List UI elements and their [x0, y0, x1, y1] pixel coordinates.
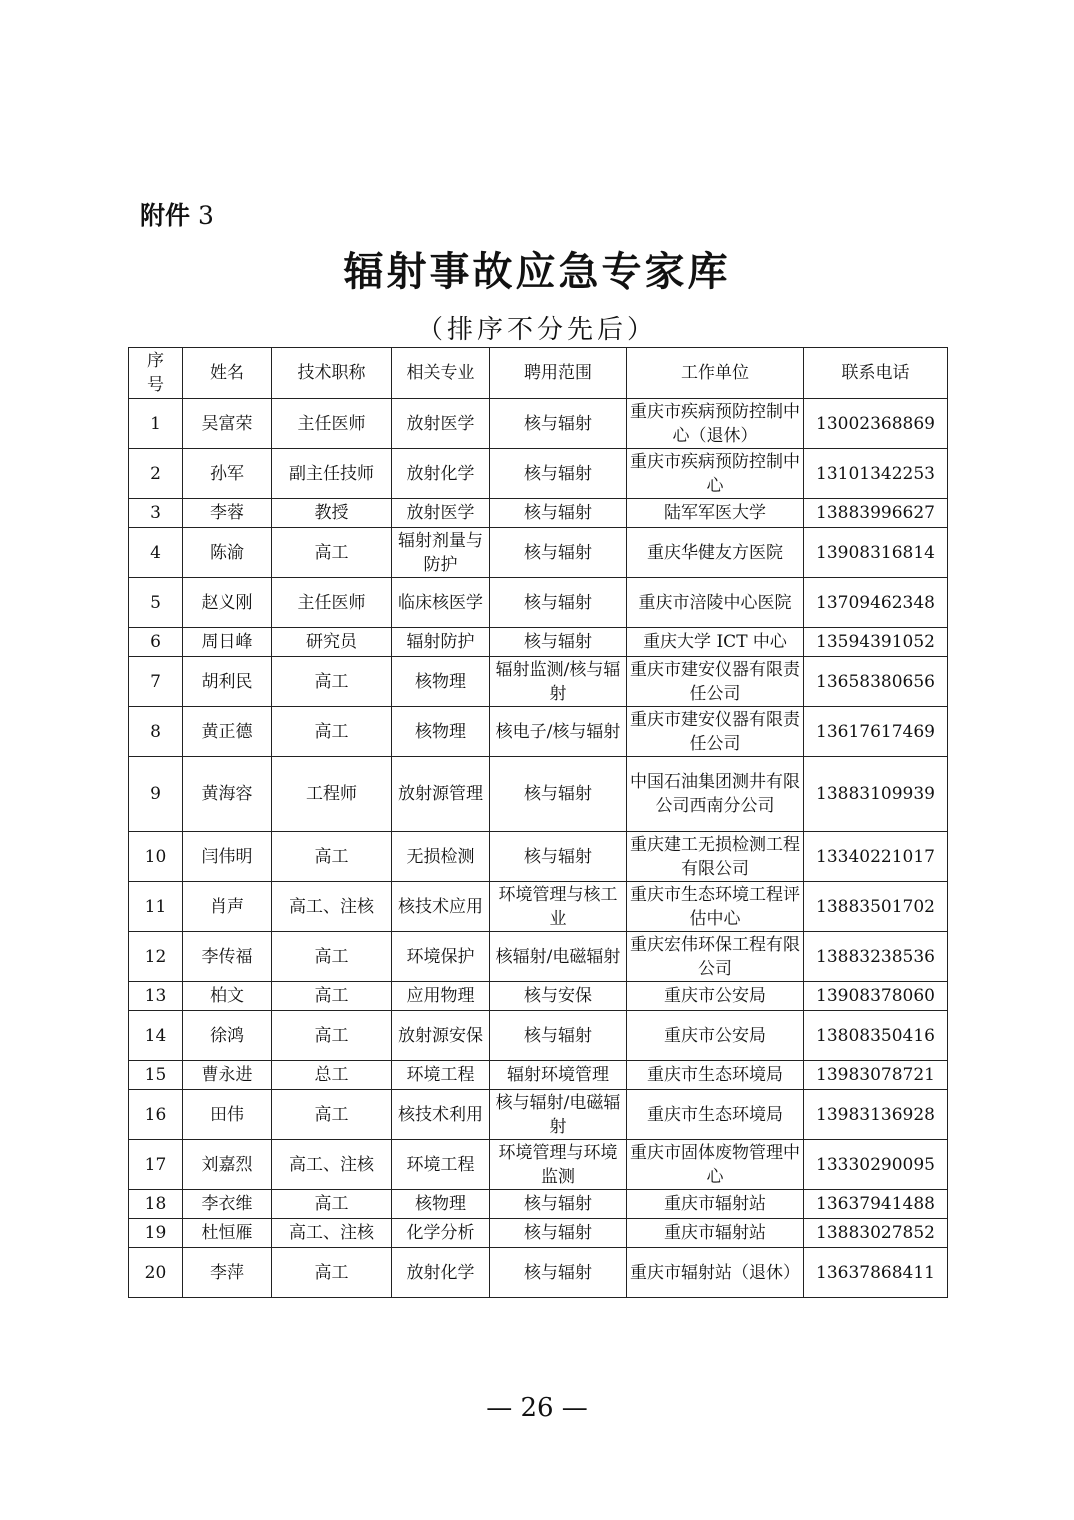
cell-phone: 13883996627 [804, 499, 948, 528]
cell-major: 无损检测 [392, 832, 490, 882]
cell-title: 研究员 [272, 628, 392, 657]
cell-name: 李蓉 [183, 499, 272, 528]
cell-name: 吴富荣 [183, 399, 272, 449]
cell-name: 李萍 [183, 1248, 272, 1298]
cell-major: 环境工程 [392, 1140, 490, 1190]
table-row [129, 707, 948, 757]
cell-scope: 核与辐射 [490, 628, 627, 657]
cell-index: 8 [129, 707, 183, 757]
cell-index: 3 [129, 499, 183, 528]
table-row [129, 449, 948, 499]
cell-phone: 13594391052 [804, 628, 948, 657]
cell-major: 环境工程 [392, 1061, 490, 1090]
cell-title: 教授 [272, 499, 392, 528]
cell-employer: 重庆市疾病预防控制中心（退休） [627, 399, 804, 449]
cell-index: 5 [129, 578, 183, 628]
cell-employer: 重庆市涪陵中心医院 [627, 578, 804, 628]
table-row [129, 832, 948, 882]
cell-major: 辐射剂量与防护 [392, 528, 490, 578]
cell-index: 18 [129, 1190, 183, 1219]
table-row [129, 1219, 948, 1248]
cell-title: 高工、注核 [272, 1140, 392, 1190]
cell-name: 黄正德 [183, 707, 272, 757]
cell-employer: 重庆市生态环境局 [627, 1061, 804, 1090]
cell-phone: 13330290095 [804, 1140, 948, 1190]
cell-employer: 重庆市疾病预防控制中心 [627, 449, 804, 499]
cell-index: 2 [129, 449, 183, 499]
cell-title: 主任医师 [272, 578, 392, 628]
table-row [129, 1190, 948, 1219]
cell-title: 副主任技师 [272, 449, 392, 499]
cell-scope: 环境管理与核工业 [490, 882, 627, 932]
cell-scope: 核与辐射 [490, 832, 627, 882]
cell-name: 陈渝 [183, 528, 272, 578]
cell-major: 放射源管理 [392, 757, 490, 832]
table-row [129, 982, 948, 1011]
cell-index: 7 [129, 657, 183, 707]
table-row [129, 757, 948, 832]
cell-name: 田伟 [183, 1090, 272, 1140]
cell-title: 高工 [272, 832, 392, 882]
table-row [129, 1011, 948, 1061]
cell-index: 13 [129, 982, 183, 1011]
cell-title: 高工 [272, 1190, 392, 1219]
cell-employer: 重庆市辐射站 [627, 1190, 804, 1219]
expert-table [128, 347, 948, 1298]
page-subtitle: （排序不分先后） [416, 315, 657, 345]
table-row [129, 528, 948, 578]
cell-scope: 核与辐射 [490, 1190, 627, 1219]
cell-major: 放射医学 [392, 499, 490, 528]
cell-phone: 13883238536 [804, 932, 948, 982]
cell-index: 15 [129, 1061, 183, 1090]
cell-name: 孙军 [183, 449, 272, 499]
cell-title: 主任医师 [272, 399, 392, 449]
attachment-number: 3 [197, 201, 214, 230]
cell-index: 20 [129, 1248, 183, 1298]
cell-title: 高工、注核 [272, 882, 392, 932]
page-number: — 26 — [486, 1393, 588, 1423]
cell-name: 刘嘉烈 [183, 1140, 272, 1190]
cell-name: 肖声 [183, 882, 272, 932]
cell-title: 高工 [272, 1090, 392, 1140]
cell-phone: 13908378060 [804, 982, 948, 1011]
cell-title: 高工 [272, 1011, 392, 1061]
attachment-label-text: 附件 [140, 201, 191, 230]
cell-major: 临床核医学 [392, 578, 490, 628]
col-header-major: 相关专业 [392, 348, 490, 399]
cell-phone: 13340221017 [804, 832, 948, 882]
cell-major: 辐射防护 [392, 628, 490, 657]
table-row [129, 932, 948, 982]
cell-scope: 核与辐射 [490, 1248, 627, 1298]
cell-major: 环境保护 [392, 932, 490, 982]
col-header-employer: 工作单位 [627, 348, 804, 399]
cell-index: 12 [129, 932, 183, 982]
cell-index: 10 [129, 832, 183, 882]
cell-employer: 陆军军医大学 [627, 499, 804, 528]
cell-major: 放射化学 [392, 1248, 490, 1298]
cell-major: 核物理 [392, 657, 490, 707]
cell-phone: 13983136928 [804, 1090, 948, 1140]
cell-title: 高工 [272, 657, 392, 707]
cell-employer: 重庆市公安局 [627, 982, 804, 1011]
page-title: 辐射事故应急专家库 [343, 248, 731, 295]
cell-title: 工程师 [272, 757, 392, 832]
cell-title: 高工、注核 [272, 1219, 392, 1248]
cell-employer: 重庆建工无损检测工程有限公司 [627, 832, 804, 882]
cell-scope: 核与辐射 [490, 449, 627, 499]
table-row [129, 499, 948, 528]
cell-major: 放射源安保 [392, 1011, 490, 1061]
table-header-row [129, 348, 948, 399]
cell-title: 高工 [272, 707, 392, 757]
cell-scope: 辐射环境管理 [490, 1061, 627, 1090]
cell-name: 曹永进 [183, 1061, 272, 1090]
table-row [129, 1090, 948, 1140]
cell-title: 高工 [272, 1248, 392, 1298]
cell-scope: 辐射监测/核与辐射 [490, 657, 627, 707]
cell-phone: 13617617469 [804, 707, 948, 757]
cell-scope: 核与安保 [490, 982, 627, 1011]
cell-major: 核物理 [392, 707, 490, 757]
cell-employer: 重庆市建安仪器有限责任公司 [627, 707, 804, 757]
cell-scope: 核与辐射/电磁辐射 [490, 1090, 627, 1140]
cell-scope: 核与辐射 [490, 399, 627, 449]
cell-employer: 重庆市固体废物管理中心 [627, 1140, 804, 1190]
cell-name: 徐鸿 [183, 1011, 272, 1061]
cell-major: 核物理 [392, 1190, 490, 1219]
cell-title: 高工 [272, 528, 392, 578]
cell-scope: 核与辐射 [490, 499, 627, 528]
cell-index: 9 [129, 757, 183, 832]
cell-scope: 环境管理与环境监测 [490, 1140, 627, 1190]
cell-name: 闫伟明 [183, 832, 272, 882]
cell-phone: 13709462348 [804, 578, 948, 628]
cell-title: 高工 [272, 932, 392, 982]
cell-scope: 核与辐射 [490, 578, 627, 628]
col-header-title: 技术职称 [272, 348, 392, 399]
cell-phone: 13637868411 [804, 1248, 948, 1298]
cell-title: 总工 [272, 1061, 392, 1090]
cell-major: 应用物理 [392, 982, 490, 1011]
col-header-phone: 联系电话 [804, 348, 948, 399]
cell-name: 李传福 [183, 932, 272, 982]
cell-index: 4 [129, 528, 183, 578]
cell-scope: 核与辐射 [490, 528, 627, 578]
table-body [129, 399, 948, 1298]
cell-employer: 重庆市生态环境工程评估中心 [627, 882, 804, 932]
cell-index: 14 [129, 1011, 183, 1061]
cell-scope: 核电子/核与辐射 [490, 707, 627, 757]
cell-employer: 重庆市公安局 [627, 1011, 804, 1061]
cell-index: 11 [129, 882, 183, 932]
table-row [129, 578, 948, 628]
cell-employer: 重庆宏伟环保工程有限公司 [627, 932, 804, 982]
table-row [129, 399, 948, 449]
table-row [129, 1061, 948, 1090]
cell-phone: 13883109939 [804, 757, 948, 832]
cell-index: 1 [129, 399, 183, 449]
cell-phone: 13101342253 [804, 449, 948, 499]
cell-name: 柏文 [183, 982, 272, 1011]
cell-phone: 13883027852 [804, 1219, 948, 1248]
cell-phone: 13637941488 [804, 1190, 948, 1219]
col-header-name: 姓名 [183, 348, 272, 399]
cell-name: 胡利民 [183, 657, 272, 707]
cell-phone: 13002368869 [804, 399, 948, 449]
cell-employer: 中国石油集团测井有限公司西南分公司 [627, 757, 804, 832]
cell-scope: 核辐射/电磁辐射 [490, 932, 627, 982]
cell-scope: 核与辐射 [490, 1011, 627, 1061]
cell-name: 黄海容 [183, 757, 272, 832]
cell-employer: 重庆市生态环境局 [627, 1090, 804, 1140]
cell-phone: 13883501702 [804, 882, 948, 932]
cell-employer: 重庆市辐射站 [627, 1219, 804, 1248]
col-header-scope: 聘用范围 [490, 348, 627, 399]
cell-index: 6 [129, 628, 183, 657]
cell-major: 核技术应用 [392, 882, 490, 932]
cell-index: 17 [129, 1140, 183, 1190]
cell-index: 16 [129, 1090, 183, 1140]
cell-index: 19 [129, 1219, 183, 1248]
cell-phone: 13908316814 [804, 528, 948, 578]
cell-employer: 重庆大学 ICT 中心 [627, 628, 804, 657]
cell-employer: 重庆市辐射站（退休） [627, 1248, 804, 1298]
attachment-label [140, 196, 214, 232]
cell-major: 核技术利用 [392, 1090, 490, 1140]
cell-name: 杜恒雁 [183, 1219, 272, 1248]
table-row [129, 1140, 948, 1190]
cell-employer: 重庆市建安仪器有限责任公司 [627, 657, 804, 707]
cell-phone: 13658380656 [804, 657, 948, 707]
table-row [129, 657, 948, 707]
cell-major: 化学分析 [392, 1219, 490, 1248]
table-row [129, 1248, 948, 1298]
cell-major: 放射化学 [392, 449, 490, 499]
cell-name: 周日峰 [183, 628, 272, 657]
cell-title: 高工 [272, 982, 392, 1011]
cell-name: 赵义刚 [183, 578, 272, 628]
cell-name: 李衣维 [183, 1190, 272, 1219]
cell-employer: 重庆华健友方医院 [627, 528, 804, 578]
cell-scope: 核与辐射 [490, 757, 627, 832]
table-row [129, 882, 948, 932]
cell-phone: 13808350416 [804, 1011, 948, 1061]
cell-phone: 13983078721 [804, 1061, 948, 1090]
cell-scope: 核与辐射 [490, 1219, 627, 1248]
cell-major: 放射医学 [392, 399, 490, 449]
col-header-index: 序号 [129, 348, 183, 399]
table-row [129, 628, 948, 657]
